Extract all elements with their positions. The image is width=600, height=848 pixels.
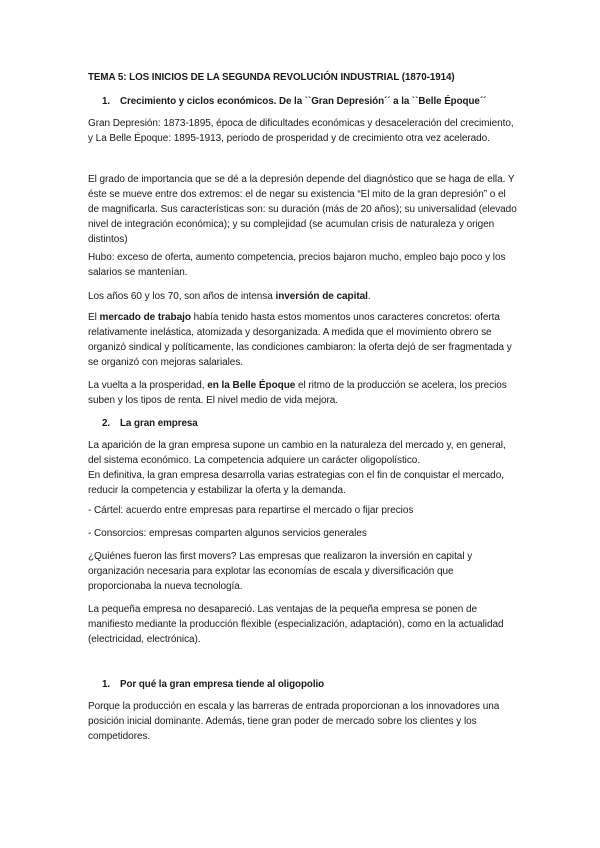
text-run: el ritmo de la producción se acelera, los precios suben y los tipos de renta. El nivel medio de vida mejora. bbox=[88, 380, 507, 406]
text-run: . bbox=[367, 291, 371, 302]
section-title: Por qué la gran empresa tiende al oligopolio bbox=[120, 679, 325, 690]
section-number: 2. bbox=[102, 418, 111, 429]
paragraph-gran-depresion: Gran Depresión: 1873-1895, época de dificultades económicas y desaceleración del crecimiento, y La Belle Époque: 1895-1913, periodo de prosperidad y de crecimiento otra vez acelerado. bbox=[88, 118, 514, 144]
section-heading-3 bbox=[102, 677, 532, 692]
paragraph-inversion bbox=[88, 289, 518, 304]
paragraph-first-movers: ¿Quiénes fueron las first movers? Las empresas que realizaron la inversión en capital y organización necesaria para explotar las economías de escala y diversificación que proporcionaba la nueva tecnología. bbox=[88, 551, 473, 592]
section-number: 1. bbox=[102, 96, 111, 107]
paragraph-pequena-empresa: La pequeña empresa no desapareció. Las ventajas de la pequeña empresa se ponen de manifiesto mediante la producción flexible (especialización, adaptación), como en la actualidad (electricidad, electrónica). bbox=[88, 604, 504, 645]
bold-text: mercado de trabajo bbox=[99, 312, 191, 323]
bold-text: inversión de capital bbox=[275, 291, 368, 302]
section-title: La gran empresa bbox=[120, 418, 198, 429]
paragraph-estrategias: En definitiva, la gran empresa desarrolla varias estrategias con el fin de conquistar el mercado, reducir la competencia y estabilizar la oferta y la demanda. bbox=[88, 470, 504, 496]
paragraph-mercado-trabajo bbox=[88, 310, 518, 370]
text-run: La vuelta a la prosperidad, bbox=[88, 380, 208, 391]
section-heading-2 bbox=[102, 416, 532, 431]
section-title: Crecimiento y ciclos económicos. De la ``Gran Depresión´´ a la ``Belle Époque´´ bbox=[120, 96, 487, 107]
text-run: Los años 60 y los 70, son años de intensa bbox=[88, 291, 276, 302]
list-item-cartel: - Cártel: acuerdo entre empresas para repartirse el mercado o fijar precios bbox=[88, 505, 414, 516]
paragraph-hubo: Hubo: exceso de oferta, aumento competencia, precios bajaron mucho, empleo bajo poco y los salarios se mantenían. bbox=[88, 252, 506, 278]
paragraph-depresion-grado: El grado de importancia que se dé a la depresión depende del diagnóstico que se haga de ella. Y éste se mueve entre dos extremos: el de negar su existencia “El mito de la gran depresión” o el de magnificarla. Sus características son: su duración (más de 20 años); su universalidad (elevado nivel de integración económica); y su complejidad (se acumulan crisis de naturaleza y origen distintos) bbox=[88, 174, 517, 245]
list-item-consorcios: - Consorcios: empresas comparten algunos servicios generales bbox=[88, 528, 367, 539]
paragraph-gran-empresa: La aparición de la gran empresa supone un cambio en la naturaleza del mercado y, en general, del sistema económico. La competencia adquiere un carácter oligopolístico. bbox=[88, 440, 506, 466]
document-title: TEMA 5: LOS INICIOS DE LA SEGUNDA REVOLUCIÓN INDUSTRIAL (1870-1914) bbox=[88, 72, 455, 83]
text-run: había tenido hasta estos momentos unos caracteres concretos: oferta relativamente inelástica, atomizada y desorganizada. A medida que el movimiento obrero se organizó sindical y políticamente, las condiciones cambiaron: la oferta dejó de ser fragmentada y se organizó con mejoras salariales. bbox=[88, 312, 512, 368]
paragraph-prosperidad bbox=[88, 378, 518, 408]
section-heading-1 bbox=[102, 94, 532, 109]
text-run: El bbox=[88, 312, 100, 323]
bold-text: en la Belle Époque bbox=[207, 380, 296, 391]
section-number: 1. bbox=[102, 679, 111, 690]
paragraph-oligopolio: Porque la producción en escala y las barreras de entrada proporcionan a los innovadores una posición inicial dominante. Además, tiene gran poder de mercado sobre los clientes y los competidores. bbox=[88, 701, 500, 742]
